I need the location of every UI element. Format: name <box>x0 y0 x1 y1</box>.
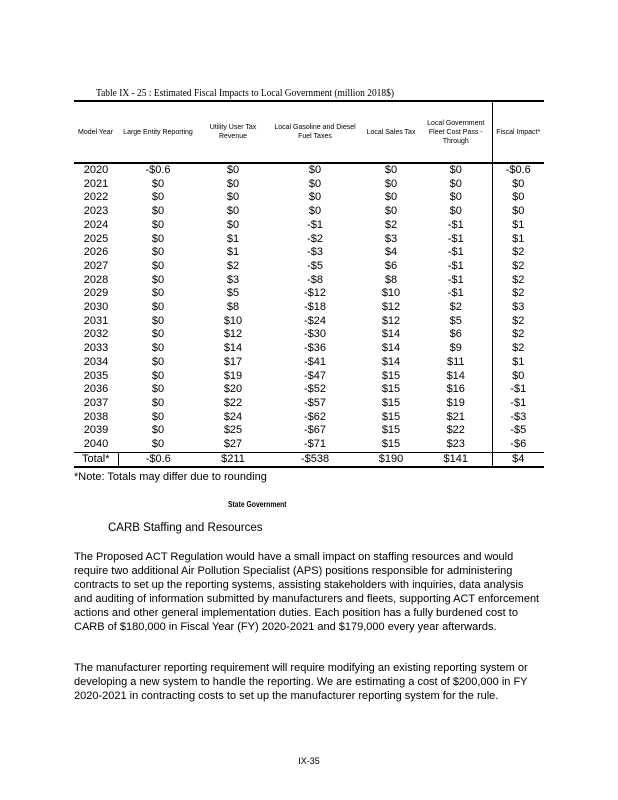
table-total-cell: $4 <box>492 452 544 467</box>
table-cell: $0 <box>151 328 165 341</box>
table-cell: $15 <box>381 438 401 451</box>
table-total-cell: $141 <box>420 452 492 467</box>
state-government-label: State Government <box>228 500 287 509</box>
table-total-cell: $190 <box>362 452 420 467</box>
table-cell: 2032 <box>83 328 109 341</box>
table-cell: -$1 <box>307 218 323 231</box>
table-cell: 2034 <box>83 355 109 368</box>
table-cell: $0 <box>512 369 525 382</box>
table-cell: 2021 <box>83 177 109 190</box>
table-cell: $14 <box>381 328 401 341</box>
table-cell: -$3 <box>510 410 527 423</box>
table-row <box>74 301 544 315</box>
table-cell: $0 <box>151 355 165 368</box>
table-row <box>74 260 544 274</box>
table-cell: $2 <box>512 246 525 259</box>
table-cell: $0 <box>308 177 322 190</box>
table-cell: 2037 <box>83 396 109 409</box>
table-cell: $0 <box>226 177 240 190</box>
table-row <box>74 438 544 452</box>
table-cell: 2039 <box>83 424 109 437</box>
table-cell: $22 <box>420 424 492 438</box>
table-cell: -$18 <box>303 301 327 314</box>
table-cell: $1 <box>226 232 240 245</box>
table-cell: $0 <box>308 191 322 204</box>
table-cell: $24 <box>223 410 243 423</box>
table-row <box>74 424 544 438</box>
column-header: Utility User Tax Revenue <box>198 101 268 163</box>
table-cell: $3 <box>512 301 525 314</box>
paragraph-reporting: The manufacturer reporting requirement will require modifying an existing reporting system or developing a new system to handle the reporting. We are estimating a cost of $200,000 in FY 2020-2021 in contracting costs to set up the manufacturer reporting system for the rule. <box>74 662 528 702</box>
table-cell: -$6 <box>510 438 527 451</box>
table-cell: $12 <box>223 328 243 341</box>
table-row <box>74 233 544 247</box>
table-cell: $6 <box>384 259 398 272</box>
table-cell: $19 <box>223 369 243 382</box>
table-cell: $15 <box>381 410 401 423</box>
table-cell: $0 <box>384 164 398 176</box>
table-cell: $9 <box>420 342 492 356</box>
table-cell: $2 <box>384 218 398 231</box>
table-cell: $2 <box>420 301 492 315</box>
table-total-cell: $211 <box>198 452 268 467</box>
table-row <box>74 205 544 219</box>
table-cell: $1 <box>226 246 240 259</box>
table-cell: $20 <box>223 383 243 396</box>
table-cell: 2025 <box>83 232 109 245</box>
table-caption: Table IX - 25 : Estimated Fiscal Impacts to Local Government (million 2018$) <box>96 88 394 99</box>
table-cell: -$0.6 <box>145 164 171 176</box>
table-row <box>74 342 544 356</box>
column-header: Local Government Fleet Cost Pass - Through <box>420 101 492 163</box>
table-cell: $2 <box>512 314 525 327</box>
table-cell: 2022 <box>83 191 109 204</box>
table-cell: $0 <box>151 301 165 314</box>
table-cell: $3 <box>226 273 240 286</box>
table-cell: 2027 <box>83 259 109 272</box>
table-total-cell: Total* <box>74 452 118 467</box>
table-cell: $15 <box>381 396 401 409</box>
table-cell: $0 <box>151 369 165 382</box>
table-row <box>74 315 544 329</box>
table-row <box>74 274 544 288</box>
table-cell: -$8 <box>307 273 323 286</box>
table-cell: $0 <box>512 177 525 190</box>
table-cell: $12 <box>381 314 401 327</box>
table-cell: $0 <box>226 218 240 231</box>
table-cell: 2029 <box>83 287 109 300</box>
table-cell: $21 <box>420 411 492 425</box>
table-cell: 2038 <box>83 410 109 423</box>
table-row <box>74 356 544 370</box>
table-cell: -$1 <box>420 246 492 260</box>
table-cell: $0 <box>151 273 165 286</box>
table-cell: $12 <box>381 301 401 314</box>
table-row <box>74 219 544 233</box>
table-cell: $0 <box>151 177 165 190</box>
table-cell: -$1 <box>420 287 492 301</box>
table-cell: -$0.6 <box>505 164 531 176</box>
table-cell: $0 <box>420 178 492 192</box>
table-cell: $0 <box>151 218 165 231</box>
column-header: Fiscal Impact* <box>492 101 544 163</box>
table-row <box>74 191 544 205</box>
table-cell: $2 <box>512 342 525 355</box>
table-cell: $0 <box>226 191 240 204</box>
table-cell: 2028 <box>83 273 109 286</box>
table-cell: $2 <box>512 287 525 300</box>
section-heading: CARB Staffing and Resources <box>108 522 263 534</box>
table-cell: $0 <box>151 424 165 437</box>
table-cell: $4 <box>384 246 398 259</box>
column-header: Local Sales Tax <box>362 101 420 163</box>
table-cell: -$1 <box>420 274 492 288</box>
table-row <box>74 397 544 411</box>
table-cell: $0 <box>151 205 165 218</box>
table-total-cell: -$0.6 <box>118 452 198 467</box>
table-row <box>74 328 544 342</box>
table-cell: $0 <box>384 191 398 204</box>
table-cell: $0 <box>512 191 525 204</box>
table-cell: $8 <box>226 301 240 314</box>
table-cell: 2031 <box>83 314 109 327</box>
table-cell: -$47 <box>303 369 327 382</box>
table-cell: $15 <box>381 369 401 382</box>
table-cell: $14 <box>381 355 401 368</box>
table-cell: $0 <box>151 287 165 300</box>
table-cell: $1 <box>512 355 525 368</box>
table-cell: -$1 <box>510 396 527 409</box>
table-cell: $8 <box>384 273 398 286</box>
table-cell: $15 <box>381 383 401 396</box>
table-cell: -$2 <box>307 232 323 245</box>
table-cell: $0 <box>151 396 165 409</box>
table-cell: -$5 <box>307 259 323 272</box>
table-cell: $10 <box>223 314 243 327</box>
table-cell: $0 <box>308 205 322 218</box>
table-cell: 2026 <box>83 246 109 259</box>
table-cell: $0 <box>384 177 398 190</box>
table-cell: -$3 <box>307 246 323 259</box>
table-cell: 2035 <box>83 369 109 382</box>
table-cell: $1 <box>512 218 525 231</box>
table-cell: -$1 <box>420 219 492 233</box>
table-cell: -$1 <box>420 233 492 247</box>
table-cell: 2030 <box>83 301 109 314</box>
table-cell: 2040 <box>83 438 109 451</box>
table-footnote: *Note: Totals may differ due to rounding <box>74 471 267 483</box>
table-cell: -$1 <box>510 383 527 396</box>
table-cell: $5 <box>420 315 492 329</box>
table-cell: $0 <box>512 205 525 218</box>
table-cell: 2020 <box>83 164 109 176</box>
table-cell: -$24 <box>303 314 327 327</box>
table-cell: $11 <box>420 356 492 370</box>
table-cell: -$57 <box>303 396 327 409</box>
table-cell: $2 <box>512 328 525 341</box>
table-cell: -$36 <box>303 342 327 355</box>
table-cell: $23 <box>420 438 492 452</box>
table-cell: -$30 <box>303 328 327 341</box>
table-cell: $0 <box>420 163 492 178</box>
table-cell: -$1 <box>420 260 492 274</box>
table-cell: $6 <box>420 328 492 342</box>
table-cell: $2 <box>226 259 240 272</box>
table-cell: $0 <box>151 342 165 355</box>
table-cell: $22 <box>223 396 243 409</box>
table-row <box>74 383 544 397</box>
table-cell: $16 <box>420 383 492 397</box>
table-cell: $17 <box>223 355 243 368</box>
table-cell: -$67 <box>303 424 327 437</box>
table-cell: $0 <box>151 246 165 259</box>
table-cell: -$5 <box>510 424 527 437</box>
table-cell: $0 <box>420 205 492 219</box>
table-cell: $14 <box>223 342 243 355</box>
table-total-cell: -$538 <box>268 452 362 467</box>
table-body <box>74 163 544 467</box>
table-cell: -$41 <box>303 355 327 368</box>
table-cell: -$62 <box>303 410 327 423</box>
paragraph-staffing: The Proposed ACT Regulation would have a small impact on staffing resources and would require two additional Air Pollution Specialist (APS) positions responsible for administering contracts to set up the reporting systems, assisting stakeholders with inquiries, data analysis and auditing of information submitted by manufacturers and fleets, supporting ACT enforcement actions and other general implementation duties. Each position has a fully burdened cost to CARB of $180,000 in Fiscal Year (FY) 2020-2021 and $179,000 every year afterwards. <box>74 551 540 633</box>
table-cell: $25 <box>223 424 243 437</box>
column-header: Large Entity Reporting <box>118 101 198 163</box>
table-total-row <box>74 452 544 467</box>
table-cell: $10 <box>381 287 401 300</box>
table-row <box>74 163 544 178</box>
table-cell: -$71 <box>303 438 327 451</box>
table-cell: $0 <box>151 191 165 204</box>
table-cell: 2024 <box>83 218 109 231</box>
table-cell: $27 <box>223 438 243 451</box>
table-cell: $0 <box>384 205 398 218</box>
table-cell: $0 <box>308 164 322 176</box>
table-cell: 2023 <box>83 205 109 218</box>
table-cell: -$12 <box>303 287 327 300</box>
table-cell: $15 <box>381 424 401 437</box>
table-header-row <box>74 101 544 163</box>
table-cell: $0 <box>151 314 165 327</box>
fiscal-impact-table <box>74 100 544 468</box>
table-cell: $5 <box>226 287 240 300</box>
table-cell: $0 <box>151 259 165 272</box>
table-cell: $0 <box>151 438 165 451</box>
table-cell: $19 <box>420 397 492 411</box>
table-cell: $3 <box>384 232 398 245</box>
table-cell: $14 <box>381 342 401 355</box>
page-number: IX-35 <box>298 756 320 766</box>
column-header: Local Gasoline and Diesel Fuel Taxes <box>268 101 362 163</box>
table-row <box>74 246 544 260</box>
table-row <box>74 178 544 192</box>
table-cell: $14 <box>420 370 492 384</box>
table-cell: $2 <box>512 273 525 286</box>
table-cell: $2 <box>512 259 525 272</box>
table-cell: $0 <box>151 232 165 245</box>
table-row <box>74 370 544 384</box>
column-header: Model Year <box>74 101 118 163</box>
table-cell: 2036 <box>83 383 109 396</box>
table-cell: $0 <box>226 164 240 176</box>
table-cell: 2033 <box>83 342 109 355</box>
table-row <box>74 287 544 301</box>
table-row <box>74 411 544 425</box>
table-cell: $0 <box>226 205 240 218</box>
table-cell: $0 <box>151 383 165 396</box>
table-cell: -$52 <box>303 383 327 396</box>
table-cell: $0 <box>151 410 165 423</box>
table-cell: $0 <box>420 191 492 205</box>
table-cell: $1 <box>512 232 525 245</box>
